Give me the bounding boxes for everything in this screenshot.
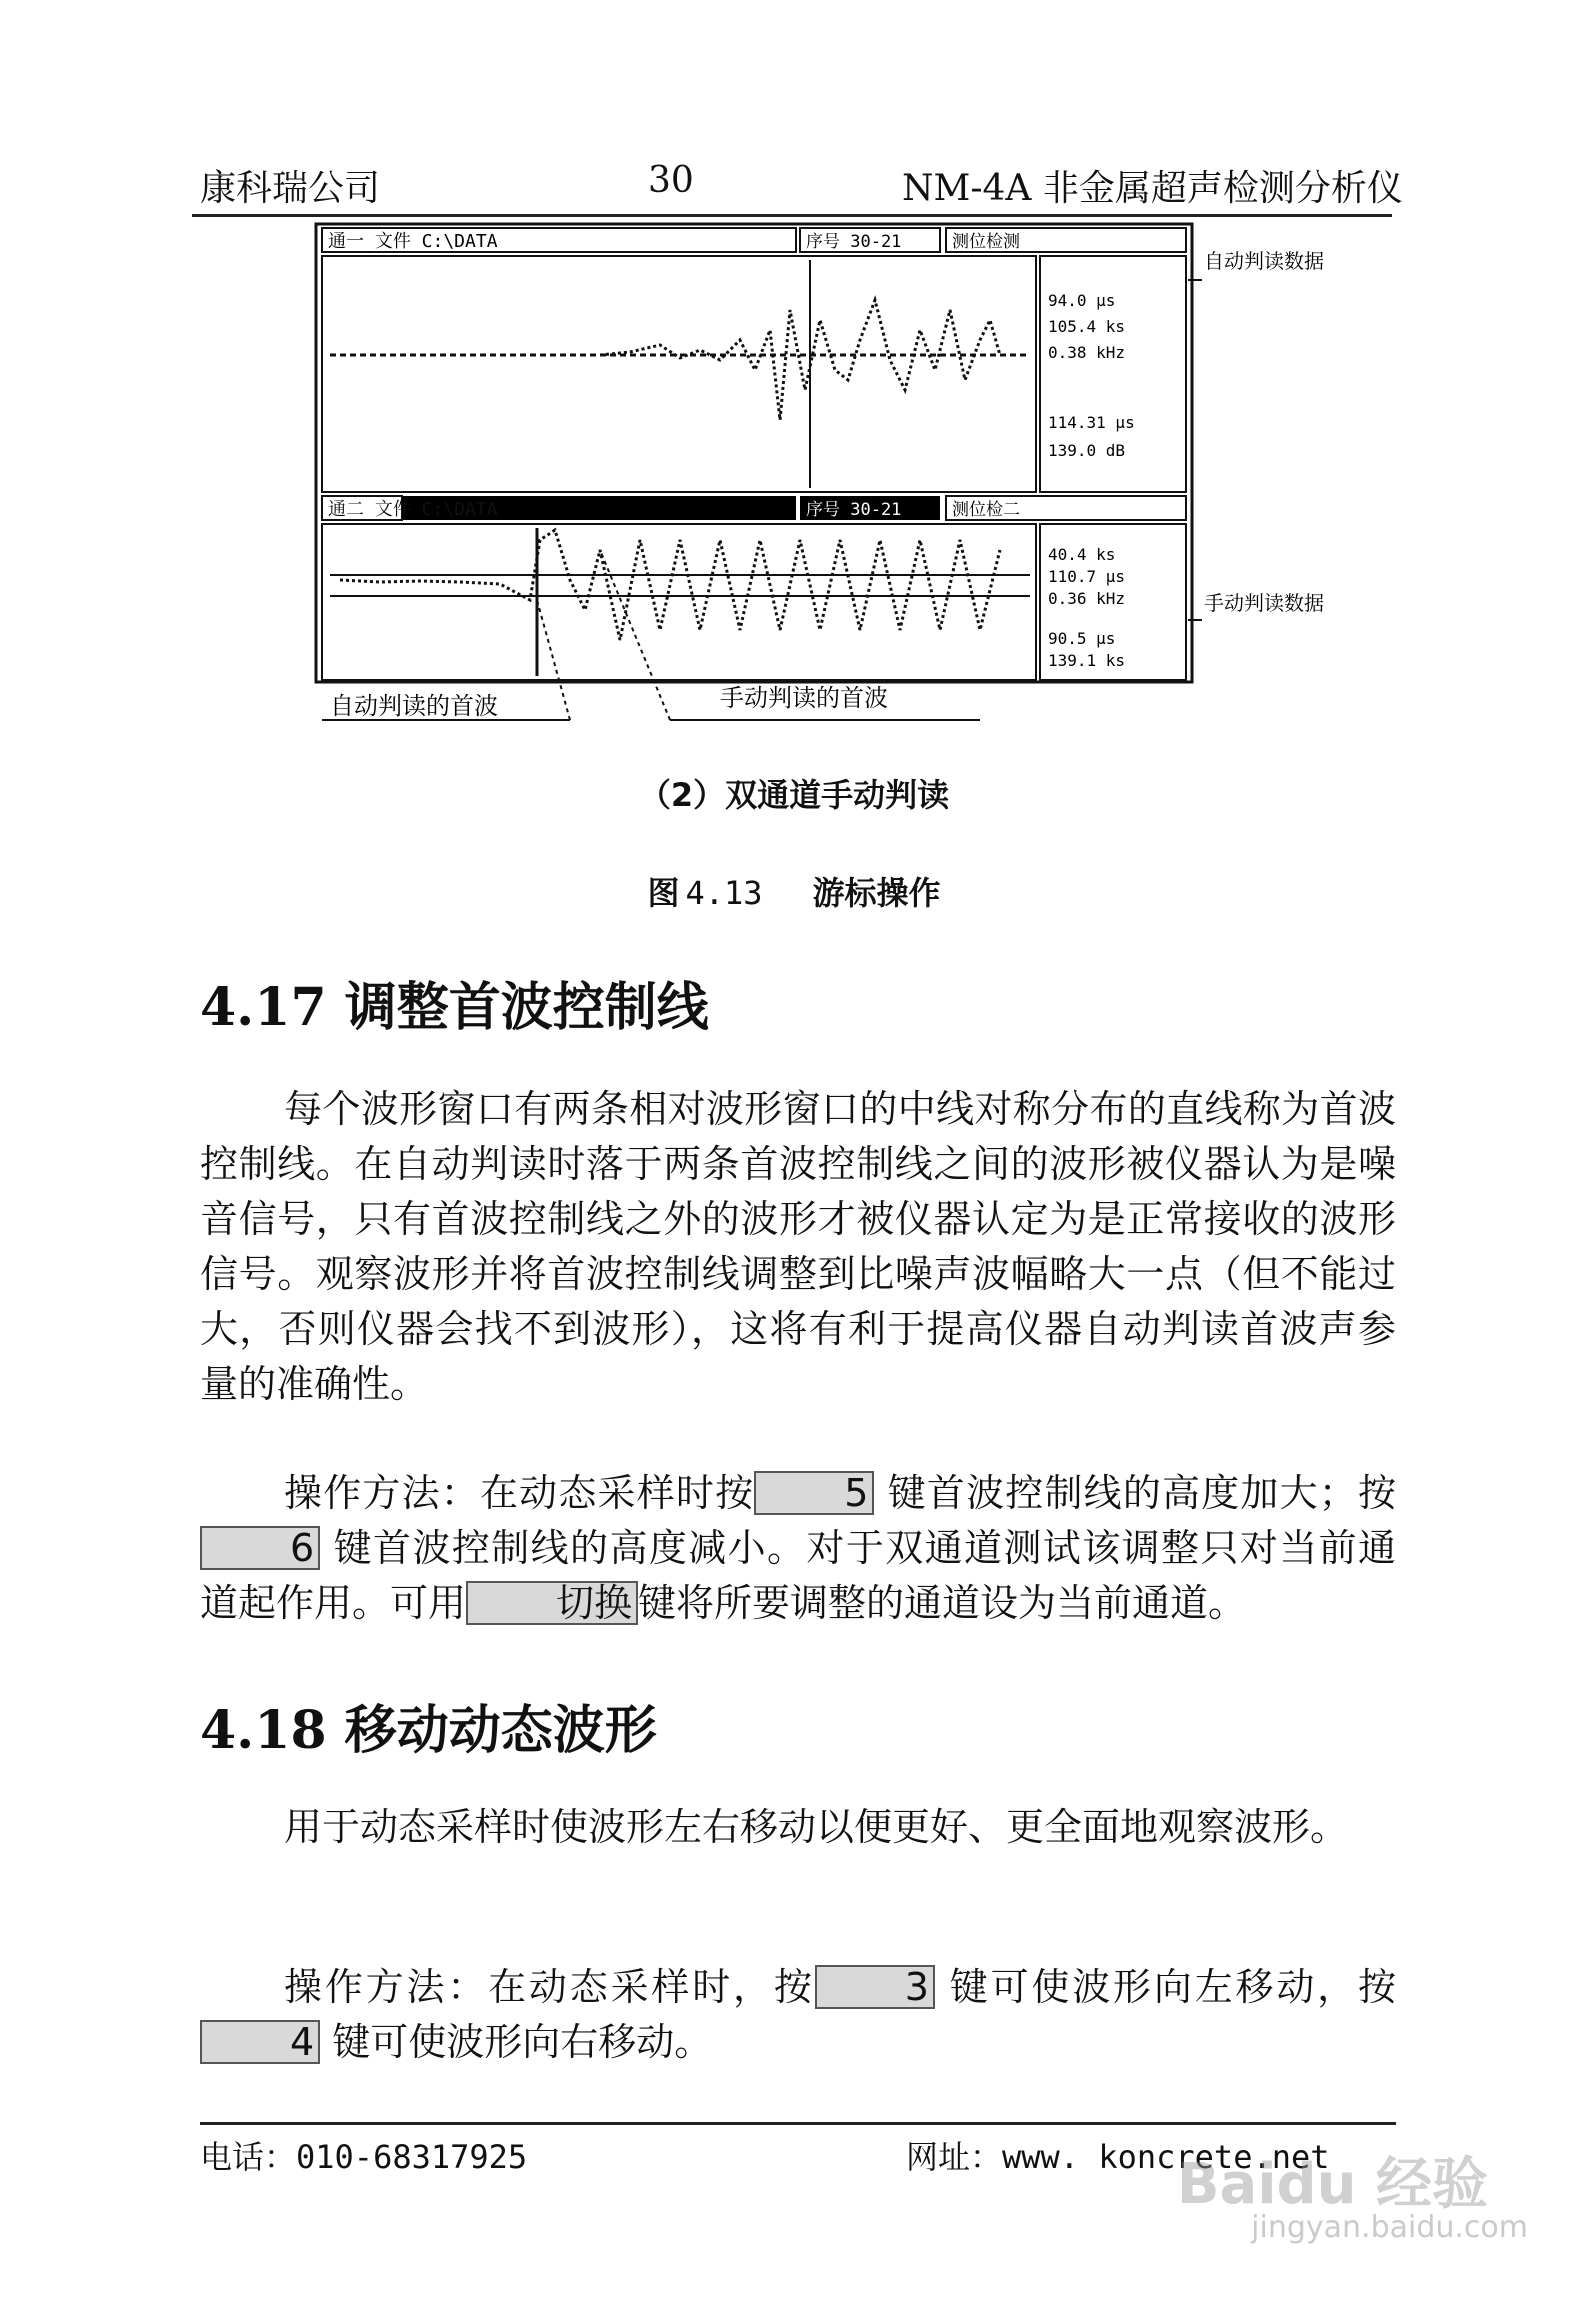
key-4: 4	[200, 2020, 320, 2064]
section-title-4-18: 4.18 移动动态波形	[200, 1700, 657, 1761]
header-page-number: 30	[648, 160, 694, 201]
label-manual-data: 手动判读数据	[1204, 591, 1324, 615]
section-4-17-paragraph-1: 每个波形窗口有两条相对波形窗口的中线对称分布的直线称为首波控制线。在自动判读时落于两条首波控制线之间的波形被仪器认为是噪音信号，只有首波控制线之外的波形才被仪器认定为是正常接收的波形信号。观察波形并将首波控制线调整到比噪声波幅略大一点（但不能过大，否则仪器会找不到波形），这将有利于提高仪器自动判读首波声参量的准确性。	[200, 1087, 1396, 1406]
section-4-17-paragraph-2: 操作方法：在动态采样时按 5 键首波控制线的高度加大；按6 键首波控制线的高度减小。对于双通道测试该调整只对当前通道起作用。可用 切换 键将所要调整的通道设为当前通道。	[200, 1471, 1396, 1625]
key-5: 5	[754, 1471, 874, 1515]
ch2-title: 通二 文件 C:\DATA	[328, 499, 498, 520]
ch2-mode: 测位检二	[952, 500, 1020, 520]
svg-text:94.0 μs: 94.0 μs	[1048, 291, 1116, 310]
label-auto-data: 自动判读数据	[1204, 249, 1324, 273]
footer-website: 网址：www. koncrete.net	[906, 2138, 1330, 2176]
header-product: NM-4A 非金属超声检测分析仪	[902, 168, 1403, 209]
ch2-status: 序号 30-21	[806, 500, 902, 520]
svg-text:105.4 ks: 105.4 ks	[1048, 317, 1126, 336]
svg-text:90.5 μs: 90.5 μs	[1048, 629, 1116, 648]
footer-rule	[200, 2122, 1396, 2125]
svg-text:40.4 ks: 40.4 ks	[1048, 545, 1116, 564]
ch1-title: 通一 文件 C:\DATA	[328, 231, 498, 252]
figure-caption: 图 4.13 游标操作	[647, 874, 941, 912]
section-title-4-17: 4.17 调整首波控制线	[200, 977, 709, 1038]
svg-text:139.0 dB: 139.0 dB	[1048, 441, 1126, 460]
key-3: 3	[815, 1965, 935, 2009]
header-company: 康科瑞公司	[200, 168, 381, 209]
svg-text:110.7 μs: 110.7 μs	[1048, 567, 1126, 586]
waveform-figure	[300, 220, 1324, 740]
label-manual-wave: 手动判读的首波	[720, 684, 888, 712]
key-6: 6	[200, 1526, 320, 1570]
ch1-mode: 测位检测	[952, 232, 1020, 252]
svg-text:0.36 kHz: 0.36 kHz	[1048, 589, 1126, 608]
watermark-logo: Baidu 经验	[1176, 2152, 1488, 2217]
svg-text:139.1 ks: 139.1 ks	[1048, 651, 1126, 670]
svg-text:114.31 μs: 114.31 μs	[1048, 413, 1135, 432]
key-switch: 切换	[466, 1581, 638, 1625]
section-4-18-paragraph-2: 操作方法：在动态采样时，按 3 键可使波形向左移动，按4 键可使波形向右移动。	[200, 1960, 1396, 2070]
ch1-wave-area	[322, 256, 1036, 492]
section-4-18-paragraph-1: 用于动态采样时使波形左右移动以便更好、更全面地观察波形。	[284, 1805, 1349, 1849]
svg-text:0.38 kHz: 0.38 kHz	[1048, 343, 1126, 362]
ch1-status: 序号 30-21	[806, 232, 902, 252]
header-rule	[192, 214, 1392, 217]
label-auto-wave: 自动判读的首波	[330, 692, 498, 720]
watermark-url: jingyan.baidu.com	[1251, 2210, 1528, 2245]
ch2-wave-area	[322, 524, 1036, 680]
footer-phone: 电话：010-68317925	[200, 2138, 528, 2176]
figure-subcaption: （2）双通道手动判读	[638, 776, 950, 814]
